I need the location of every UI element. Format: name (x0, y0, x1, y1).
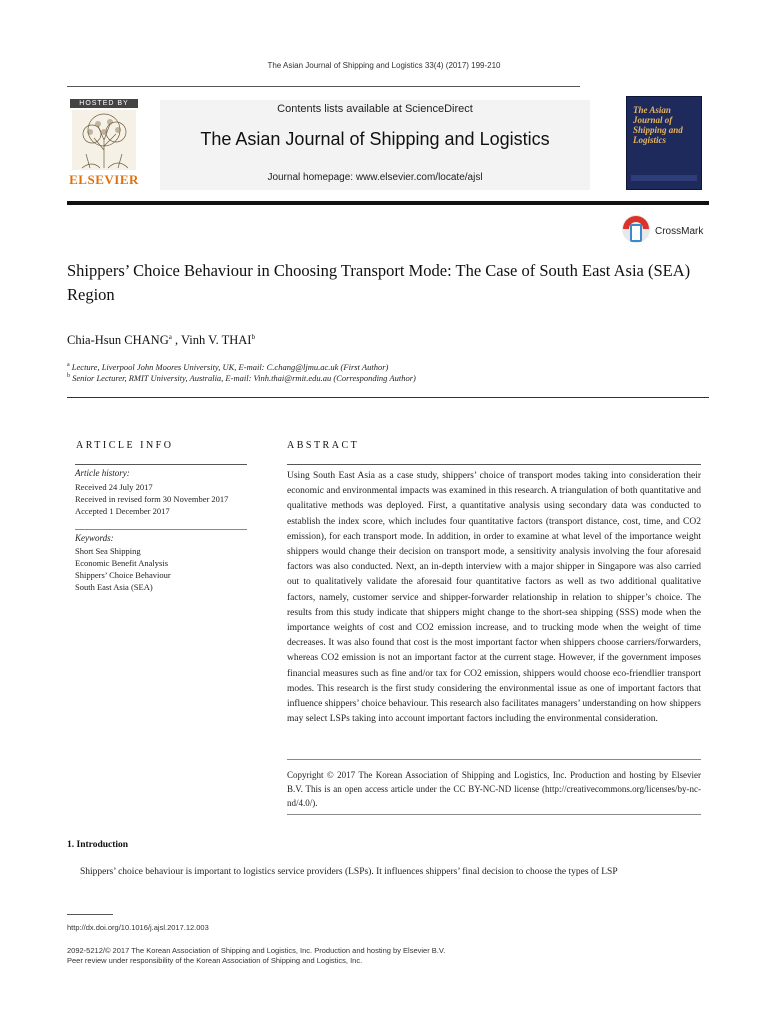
copyright-notice: Copyright © 2017 The Korean Association of Shipping and Logistics, Inc. Production and hosting by Elsevier B.V. This is an open access article under the CC BY-NC-ND license (http://creativecommons.org/licenses/by-nc-nd/4.0/). (287, 770, 701, 808)
copyright-bottom-rule (287, 814, 701, 815)
author-line (67, 333, 667, 348)
keywords-list (75, 545, 171, 593)
affiliation-text: Senior Lecturer, RMIT University, Australia, E-mail: Vinh.thai@rmit.edu.au (Corresponding Author) (70, 373, 416, 383)
masthead-banner (160, 100, 590, 190)
author-separator: , (171, 333, 181, 348)
header-rule (67, 86, 580, 87)
history-item: Accepted 1 December 2017 (75, 506, 170, 516)
affiliation-b (67, 373, 707, 383)
introduction-first-line: Shippers’ choice behaviour is important to logistics service providers (LSPs). It influences shippers’ final decision to choose the types of LSP (80, 867, 618, 877)
journal-cover-thumbnail[interactable] (626, 96, 702, 190)
masthead-rule (67, 201, 709, 205)
abstract-body: Using South East Asia as a case study, shippers’ choice of transport modes taking into consideration their economic and environmental impacts was examined in this research. A triangulation of both quantitative and qualitative methods was deployed. First, a quantitative analysis using secondary data was conducted to establish the index score, which includes four quantitative factors (transport distance, cost, time, and CO2 emission), for each transport mode. In addition, in order to examine at what level of the importance weight shippers would change their decision on transport mode, a sensitivity analysis involving the four aforesaid factors was also conducted. Next, an in-depth interview with a major shipper in Singapore was also carried out to qualitatively validate the aforesaid four quantitative factors as well as two additional qualitative factors, namely, customer service and shipper-forwarder relationship in relation to shipper’s choice. The results from this study indicate that shippers might change to the short-sea shipping (SSS) mode when the importance weights of cost and CO2 emission increase, and to trucking mode when the weight of time decreases. It was also found that cost is the most important factor when shippers choose carriers/forwarders, whereas CO2 emission is not an important factor at the current stage. However, if the government imposes financial measures such as fine and/or tax for CO2 emission, shippers would choose eco-friendlier transport modes. This research is the first study considering the environmental issue as one of important factors that influence shippers’ choice behaviour. This research also facilitates managers’ understanding on how shippers may select LSPs taking into account important factors including the environmental consideration. (287, 471, 701, 725)
cover-footer-band (631, 175, 697, 181)
article-history-label: Article history: (75, 468, 130, 478)
peer-review-line: Peer review under responsibility of the Korean Association of Shipping and Logistics, Inc. (67, 956, 363, 965)
affiliation-mark: b (251, 333, 255, 341)
history-item: Received in revised form 30 November 2017 (75, 494, 229, 504)
keywords-label: Keywords: (75, 533, 114, 543)
elsevier-logo[interactable] (68, 98, 140, 188)
article-history-list (75, 481, 228, 517)
elsevier-tree-icon (72, 110, 136, 170)
article-info-rule (75, 464, 247, 465)
paper-title: Shippers’ Choice Behaviour in Choosing Transport Mode: The Case of South East Asia (SEA) Region (67, 261, 691, 304)
history-item: Received 24 July 2017 (75, 482, 153, 492)
affiliation-a (67, 362, 707, 372)
crossmark-badge[interactable] (621, 214, 721, 246)
keyword-item: Short Sea Shipping (75, 546, 141, 556)
introduction-heading: 1. Introduction (67, 840, 129, 850)
author-name[interactable]: Chia-Hsun CHANG (67, 333, 169, 348)
affiliation-mark: a (168, 333, 172, 341)
contents-available-line[interactable]: Contents lists available at ScienceDirect (277, 103, 473, 115)
keyword-item: Shippers’ Choice Behaviour (75, 570, 171, 580)
affiliation-mark: b (67, 373, 70, 380)
hosted-by-label: HOSTED BY (70, 99, 138, 108)
crossmark-icon (621, 214, 651, 246)
elsevier-wordmark: ELSEVIER (69, 172, 139, 187)
article-info-heading: ARTICLE INFO (76, 440, 174, 451)
affiliations-rule (67, 397, 709, 398)
footnote-rule (67, 914, 113, 915)
doi-link[interactable]: http://dx.doi.org/10.1016/j.ajsl.2017.12.003 (67, 923, 209, 932)
running-head: The Asian Journal of Shipping and Logistics 33(4) (2017) 199-210 (267, 61, 501, 70)
journal-homepage-link[interactable]: Journal homepage: www.elsevier.com/locate/ajsl (267, 172, 483, 183)
keyword-item: South East Asia (SEA) (75, 582, 153, 592)
journal-title: The Asian Journal of Shipping and Logistics (200, 129, 550, 149)
author-name[interactable]: Vinh V. THAI (181, 333, 252, 348)
affiliation-mark: a (67, 362, 70, 369)
crossmark-label: CrossMark (655, 226, 704, 237)
cover-title: The Asian Journal of Shipping and Logistics (633, 105, 683, 145)
issn-line: 2092-5212/© 2017 The Korean Association of Shipping and Logistics, Inc. Production and hosting by Elsevier B.V. (67, 946, 446, 955)
abstract-rule (287, 464, 701, 465)
copyright-rule (287, 759, 701, 760)
abstract-heading: ABSTRACT (287, 440, 360, 451)
keywords-rule (75, 529, 247, 530)
affiliation-text: Lecture, Liverpool John Moores University, UK, E-mail: C.chang@ljmu.ac.uk (First Author) (69, 362, 389, 372)
keyword-item: Economic Benefit Analysis (75, 558, 169, 568)
